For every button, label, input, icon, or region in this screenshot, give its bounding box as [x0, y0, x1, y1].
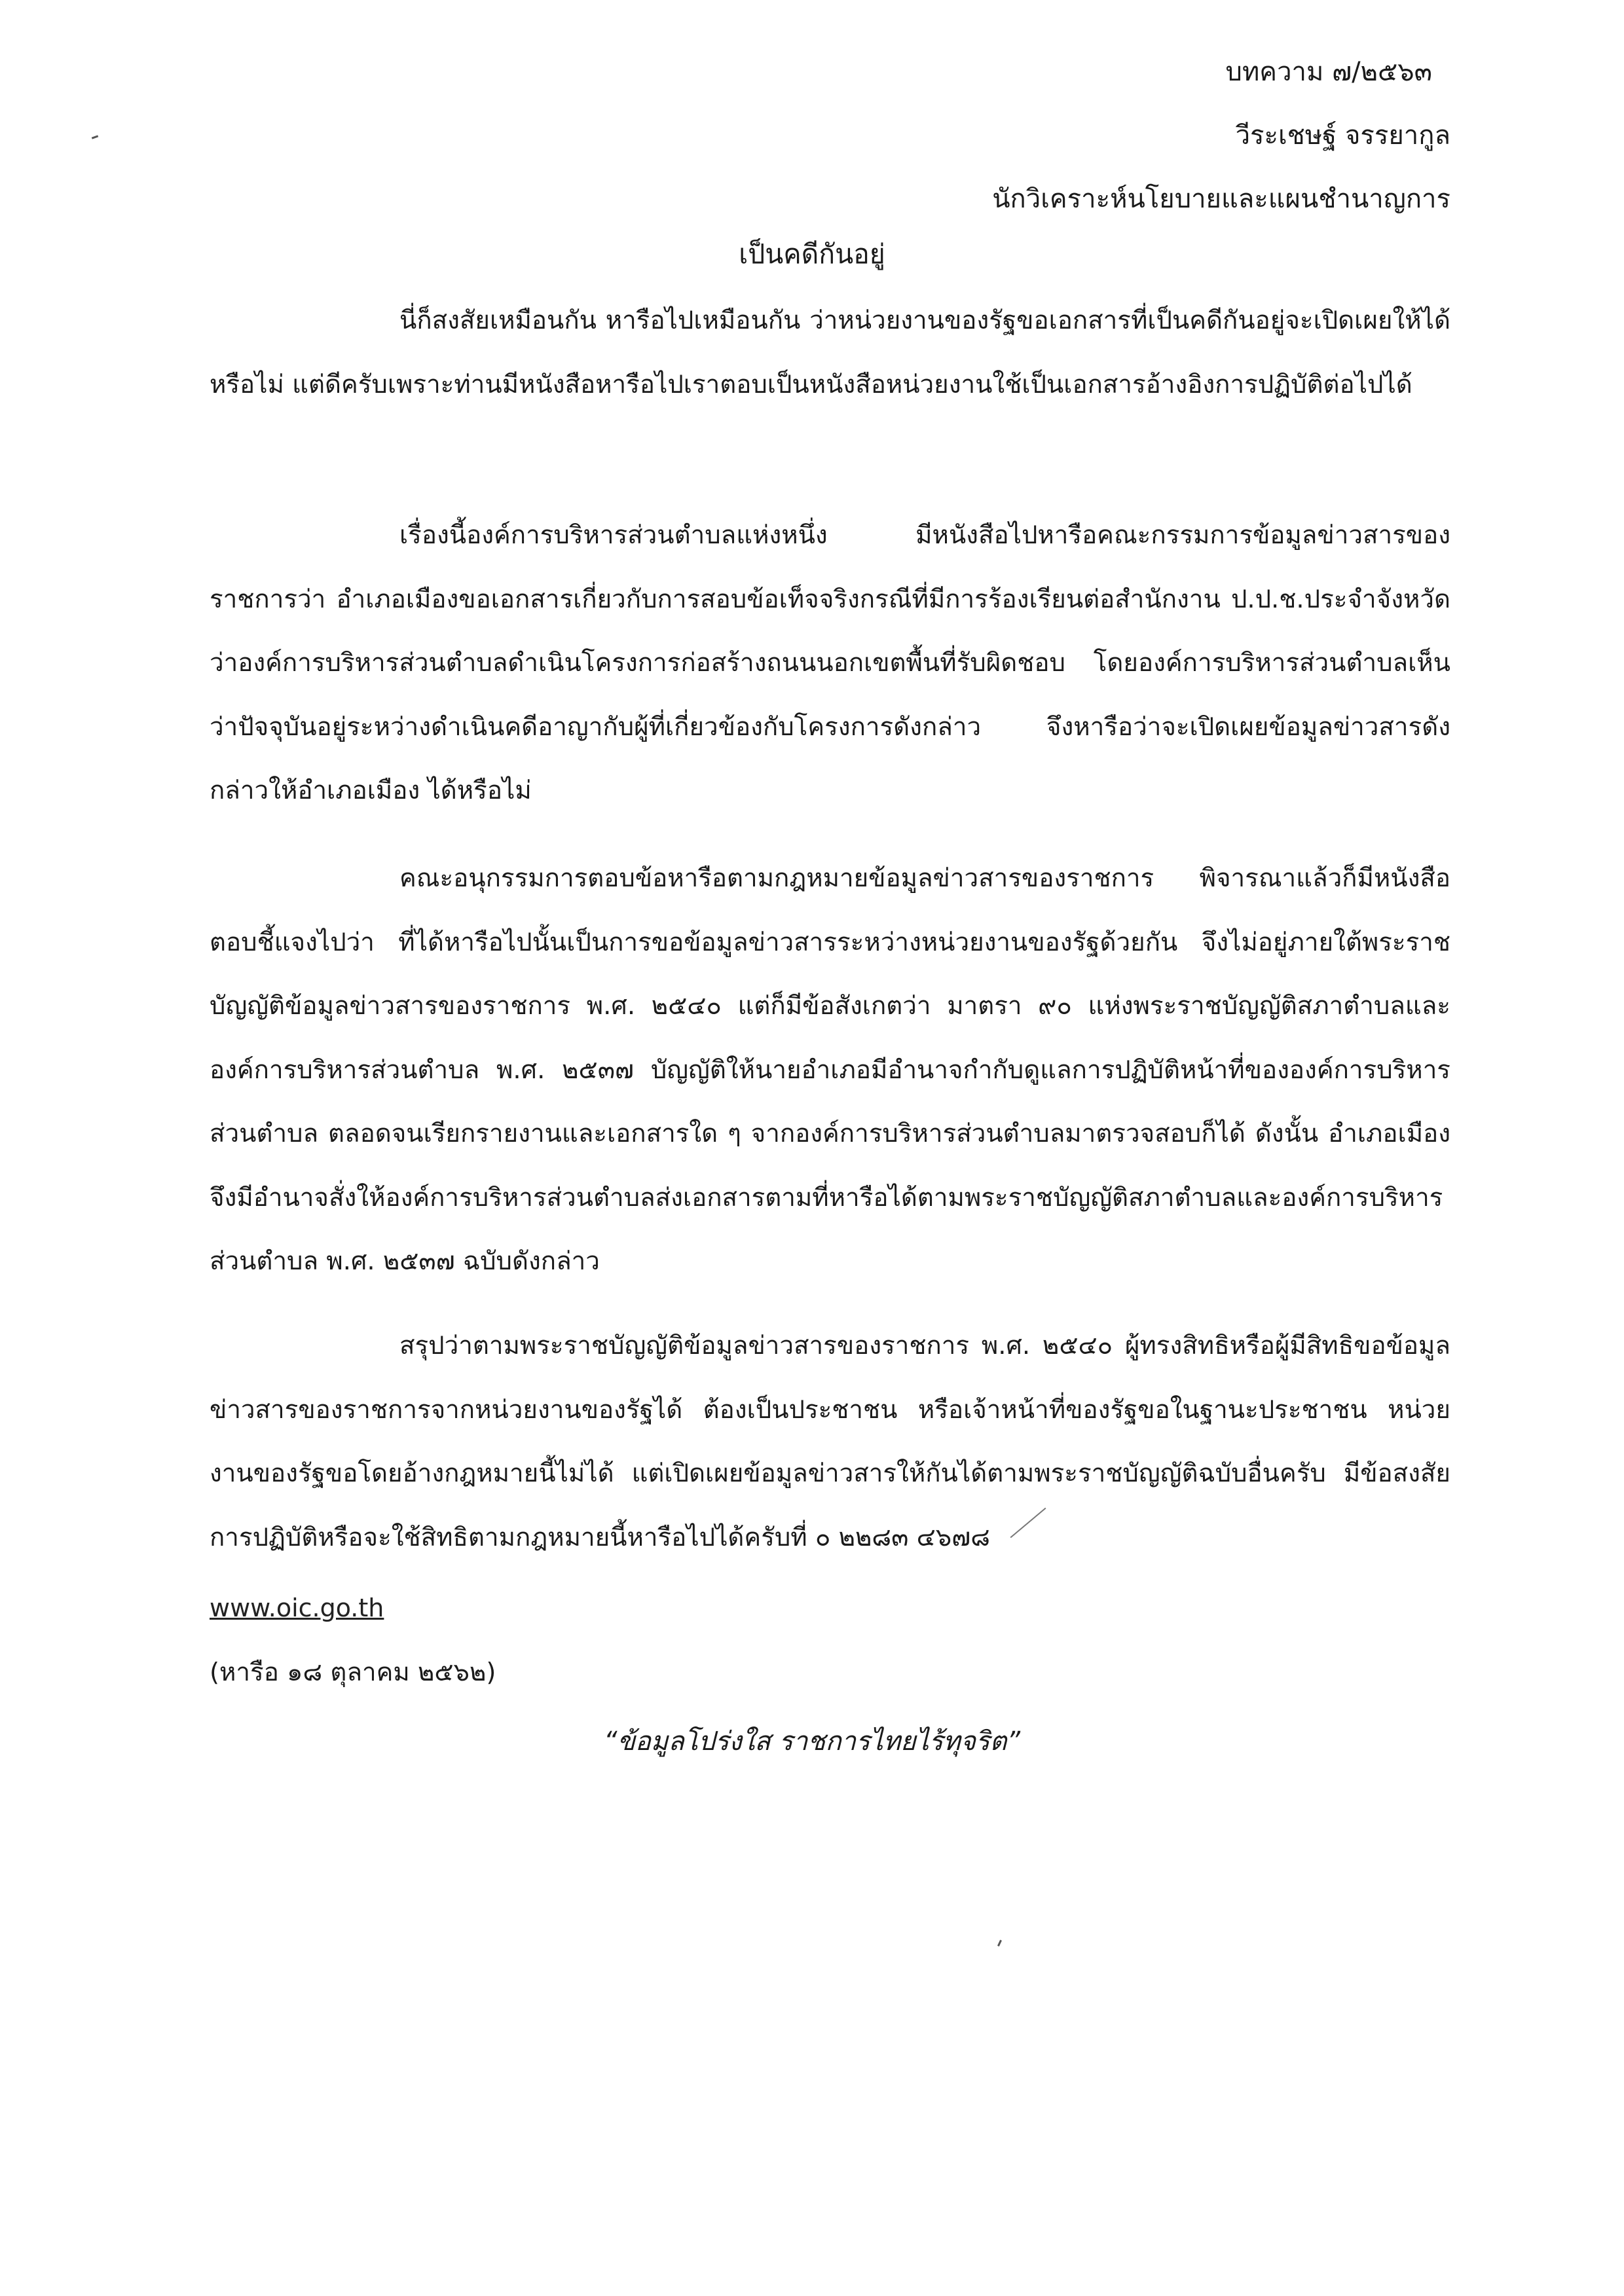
paragraph-text: คณะอนุกรรมการตอบข้อหารือตามกฎหมายข้อมูลข่าวสารของราชการ พิจารณาแล้วก็มีหนังสือตอบชี้แจงไปว่า ที่ได้หารือไปนั้นเป็นการขอข้อมูลข่าวสารระหว่างหน่วยงานของรัฐด้วยกัน จึงไม่อยู่ภายใต้พระราชบัญญัติข้อมูลข่าวสารของราชการ พ.ศ. ๒๕๔๐ แต่ก็มีข้อสังเกตว่า มาตรา ๙๐ แห่งพระราชบัญญัติสภาตำบลและองค์การบริหารส่วนตำบล พ.ศ. ๒๕๓๗ บัญญัติให้นายอำเภอมีอำนาจกำกับดูแลการปฏิบัติหน้าที่ขององค์การบริหารส่วนตำบล ตลอดจนเรียกรายงานและเอกสารใด ๆ จากองค์การบริหารส่วนตำบลมาตรวจสอบก็ได้ ดังนั้น อำเภอเมืองจึงมีอำนาจสั่งให้องค์การบริหารส่วนตำบลส่งเอกสารตามที่หารือได้ตามพระราชบัญญัติสภาตำบลและองค์การบริหารส่วนตำบล พ.ศ. ๒๕๓๗ ฉบับดังกล่าว — [210, 864, 1450, 1276]
paragraph-text: เรื่องนี้องค์การบริหารส่วนตำบลแห่งหนึ่ง มีหนังสือไปหารือคณะกรรมการข้อมูลข่าวสารของราชการว่า อำเภอเมืองขอเอกสารเกี่ยวกับการสอบข้อเท็จจริงกรณีที่มีการร้องเรียนต่อสำนักงาน ป.ป.ช.ประจำจังหวัด ว่าองค์การบริหารส่วนตำบลดำเนินโครงการก่อสร้างถนนนอกเขตพื้นที่รับผิดชอบ โดยองค์การบริหารส่วนตำบลเห็นว่าปัจจุบันอยู่ระหว่างดำเนินคดีอาญากับผู้ที่เกี่ยวข้องกับโครงการดังกล่าว จึงหารือว่าจะเปิดเผยข้อมูลข่าวสารดังกล่าวให้อำเภอเมือง ได้หรือไม่ — [210, 520, 1450, 805]
author-position: นักวิเคราะห์นโยบายและแผนชำนาญการ — [992, 184, 1450, 214]
document-header — [992, 41, 1450, 231]
article-title: เป็นคดีกันอยู่ — [739, 238, 885, 270]
slogan: “ข้อมูลโปร่งใส ราชการไทยไร้ทุจริต” — [603, 1726, 1021, 1757]
paragraph-case — [210, 503, 1450, 823]
paragraph-ruling — [210, 847, 1450, 1294]
article-reference: บทความ ๗/๒๕๖๓ — [1225, 57, 1432, 87]
scan-speck — [997, 1940, 1002, 1946]
website-link[interactable]: www.oic.go.th — [210, 1594, 384, 1622]
paragraph-summary — [210, 1314, 1450, 1569]
paragraph-text: นี่ก็สงสัยเหมือนกัน หารือไปเหมือนกัน ว่าหน่วยงานของรัฐขอเอกสารที่เป็นคดีกันอยู่จะเปิดเผยให้ได้หรือไม่ แต่ดีครับเพราะท่านมีหนังสือหารือไปเราตอบเป็นหนังสือหน่วยงานใช้เป็นเอกสารอ้างอิงการปฏิบัติต่อไปได้ — [210, 306, 1450, 399]
scan-speck — [92, 135, 98, 139]
consultation-date: (หารือ ๑๘ ตุลาคม ๒๕๖๒) — [210, 1658, 496, 1687]
paragraph-text: สรุปว่าตามพระราชบัญญัติข้อมูลข่าวสารของราชการ พ.ศ. ๒๕๔๐ ผู้ทรงสิทธิหรือผู้มีสิทธิขอข้อมูลข่าวสารของราชการจากหน่วยงานของรัฐได้ ต้องเป็นประชาชน หรือเจ้าหน้าที่ของรัฐขอในฐานะประชาชน หน่วยงานของรัฐขอโดยอ้างกฎหมายนี้ไม่ได้ แต่เปิดเผยข้อมูลข่าวสารให้กันได้ตามพระราชบัญญัติฉบับอื่นครับ มีข้อสงสัยการปฏิบัติหรือจะใช้สิทธิตามกฎหมายนี้หารือไปได้ครับที่ ๐ ๒๒๘๓ ๔๖๗๘ — [210, 1331, 1450, 1552]
author-name: วีระเชษฐ์ จรรยากูล — [1235, 120, 1450, 151]
paragraph-intro — [210, 289, 1450, 416]
